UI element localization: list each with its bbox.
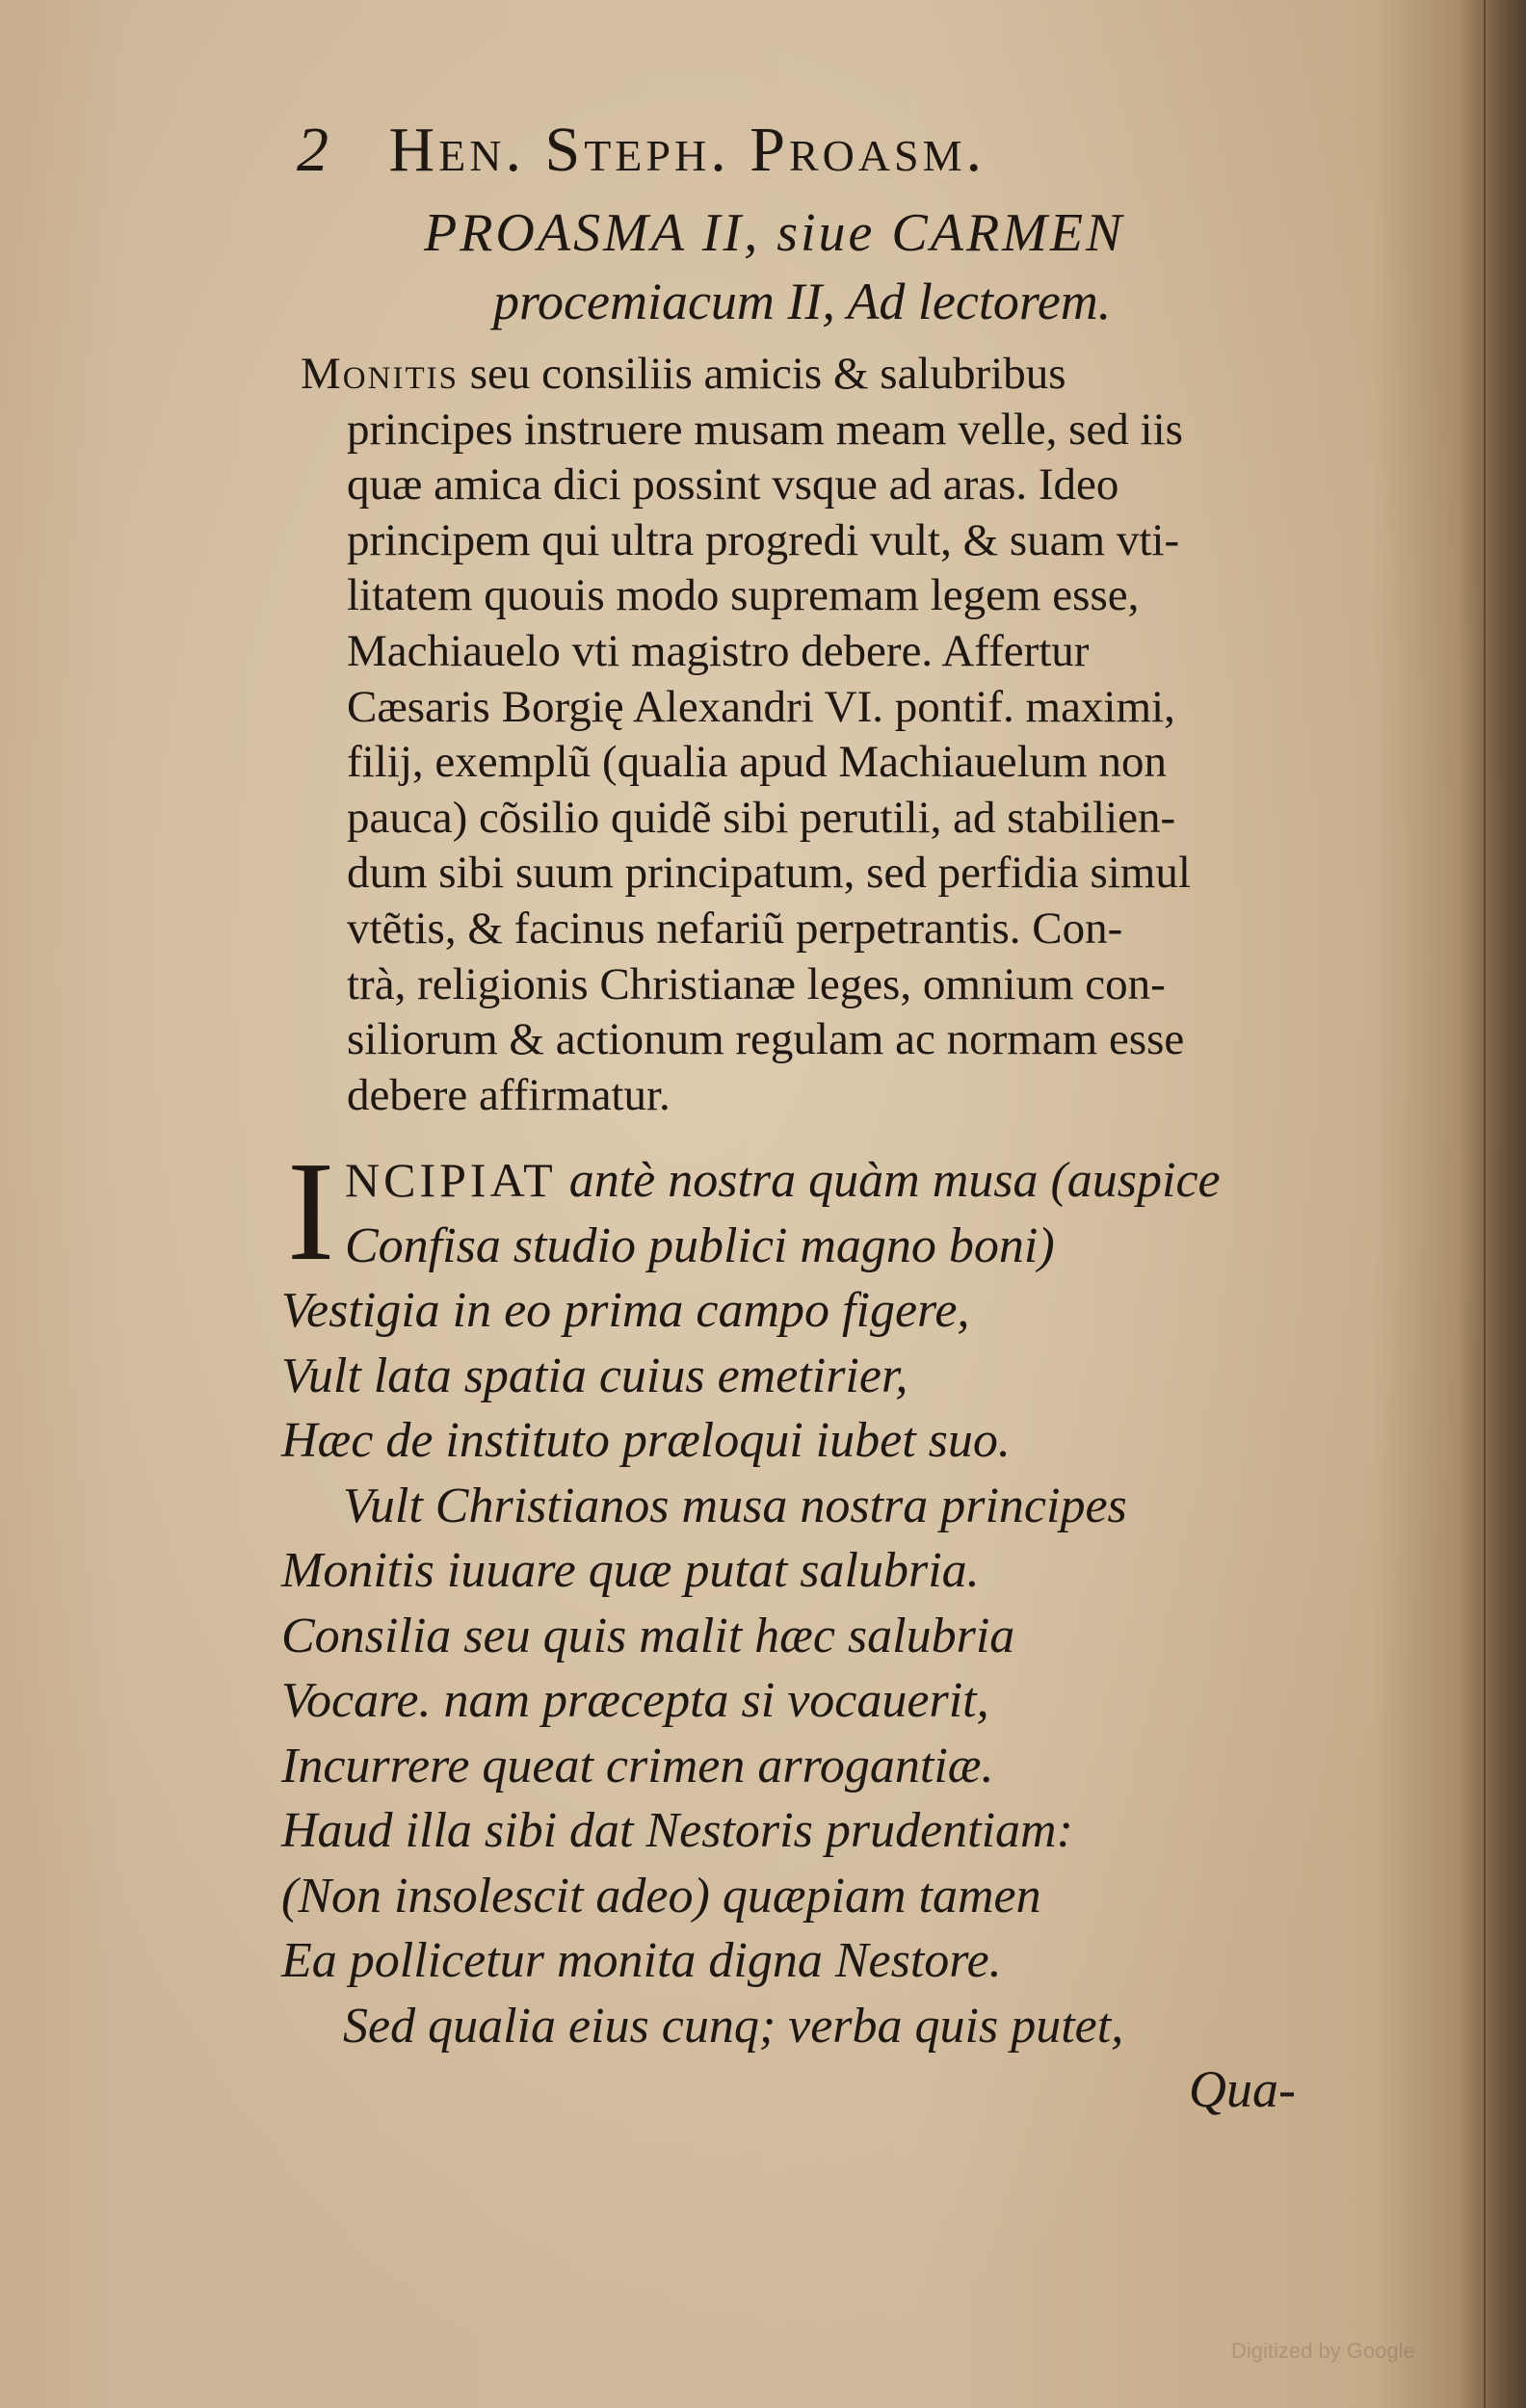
verse-line: Ea pollicetur monita digna Nestore. (281, 1933, 1002, 1988)
argument-line: vtẽtis, & facinus nefariũ perpetrantis. Con- (347, 903, 1123, 954)
argument-first-rest: seu consiliis amicis & salubribus (458, 349, 1066, 399)
verse-line: Vocare. nam præcepta si vocauerit, (281, 1673, 989, 1728)
argument-line: trà, religionis Christianæ leges, omnium con- (347, 958, 1166, 1009)
verse-line: Hæc de instituto præloqui iubet suo. (281, 1413, 1011, 1468)
argument-line: Machiauelo vti magistro debere. Affertur (347, 625, 1090, 676)
digitization-watermark: Digitized by Google (1231, 2339, 1415, 2363)
page-gutter-shadow (1459, 0, 1526, 2408)
verse-line (281, 1148, 1341, 1214)
section-title-line-2: procemiacum II, Ad lectorem. (493, 273, 1112, 330)
argument-line: pauca) cõsilio quidẽ sibi perutili, ad stabilien- (347, 792, 1176, 843)
verse-line: Incurrere queat crimen arrogantiæ. (281, 1738, 994, 1793)
argument-line: principem qui ultra progredi vult, & suam vti- (347, 514, 1180, 565)
verse-line: (Non insolescit adeo) quæpiam tamen (281, 1868, 1041, 1924)
argument-line: litatem quouis modo supremam legem esse, (347, 570, 1140, 621)
argument-first-word: Monitis (301, 349, 459, 399)
verse-line: Vestigia in eo prima campo figere, (281, 1283, 970, 1338)
section-title-line-1: PROASMA II, siue CARMEN (424, 203, 1125, 263)
verse-line: Haud illa sibi dat Nestoris prudentiam: (281, 1803, 1073, 1858)
argument-paragraph (301, 347, 1322, 1123)
argument-line: principes instruere musam meam velle, sed iis (347, 404, 1183, 455)
argument-line: Cæsaris Borgię Alexandri VI. pontif. maximi, (347, 681, 1175, 732)
verse-line: Monitis iuuare quæ putat salubria. (281, 1543, 980, 1598)
verse-line: Vult lata spatia cuius emetirier, (281, 1348, 908, 1403)
verse-first-rest: antè nostra quàm musa (auspice (556, 1153, 1221, 1208)
argument-line: siliorum & actionum regulam ac normam esse (347, 1014, 1185, 1065)
catchword: Qua- (1189, 2060, 1296, 2118)
argument-line: filij, exemplũ (qualia apud Machiauelum non (347, 737, 1167, 788)
argument-line: quæ amica dici possint vsque ad aras. Ideo (347, 459, 1119, 510)
page-number: 2 (297, 115, 332, 185)
verse-line: Confisa studio publici magno boni) (345, 1217, 1055, 1273)
verse-first-caps: NCIPIAT (345, 1153, 557, 1207)
argument-line (301, 347, 1322, 403)
drop-capital: I (287, 1133, 335, 1291)
page-edge-line (1484, 0, 1486, 2408)
running-head (297, 114, 1289, 187)
verse-block (281, 1148, 1341, 2058)
argument-line: dum sibi suum principatum, sed perfidia simul (347, 848, 1191, 899)
verse-line: Vult Christianos musa nostra principes (343, 1478, 1127, 1533)
argument-line: debere affirmatur. (347, 1069, 671, 1120)
running-title: Hen. Steph. Proasm. (388, 115, 986, 185)
verse-line: Consilia seu quis malit hæc salubria (281, 1608, 1015, 1663)
verse-line: Sed qualia eius cunq; verba quis putet, (343, 1998, 1124, 2054)
